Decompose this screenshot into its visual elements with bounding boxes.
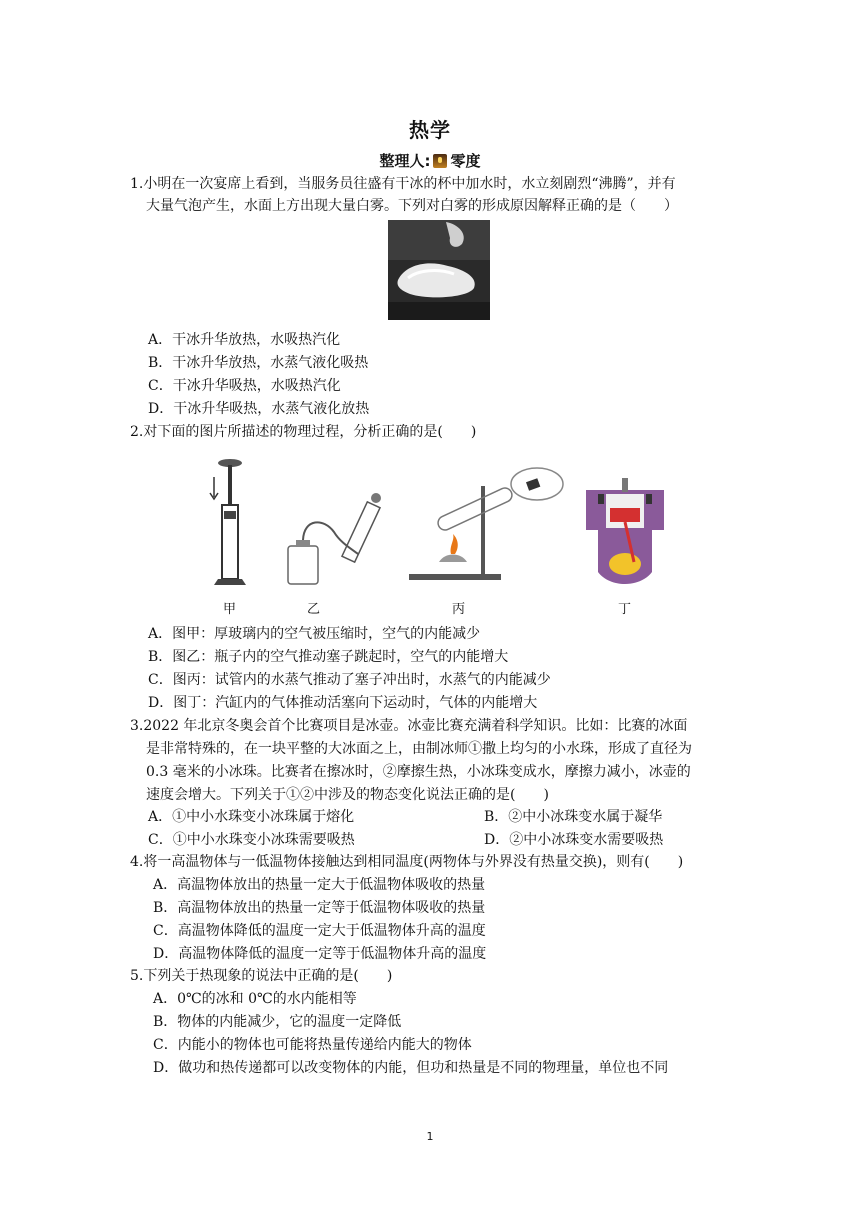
figure-label-bing: 丙 xyxy=(452,602,466,617)
author-name: 零度 xyxy=(450,152,481,170)
q1-line-2: 大量气泡产生，水面上方出现大量白雾。下列对白雾的形成原因解释正确的是（ ） xyxy=(146,198,678,214)
figure-ding-engine-cylinder xyxy=(580,472,670,590)
figure-yi-bottle-pump xyxy=(284,488,394,586)
q3-option-d: D．②中小冰珠变水需要吸热 xyxy=(484,832,664,848)
q5-option-c: C．内能小的物体也可能将热量传递给内能大的物体 xyxy=(153,1037,472,1053)
q5-line-1: 5.下列关于热现象的说法中正确的是( ) xyxy=(130,968,393,984)
dry-ice-photo xyxy=(388,220,490,320)
figure-label-jia: 甲 xyxy=(223,602,237,617)
q1-line-1: 1.小明在一次宴席上看到，当服务员往盛有干冰的杯中加水时，水立刻剧烈“沸腾”，并有 xyxy=(130,176,676,192)
figure-jia-fire-syringe xyxy=(200,455,260,590)
q5-option-a: A．0℃的冰和 0℃的水内能相等 xyxy=(153,991,357,1007)
author-line xyxy=(0,150,860,171)
q3-line-2: 是非常特殊的，在一块平整的大冰面之上，由制冰师①撒上均匀的小水珠，形成了直径为 xyxy=(146,741,692,757)
q2-line-1: 2.对下面的图片所描述的物理过程，分析正确的是( ) xyxy=(130,424,477,440)
q4-option-d: D．高温物体降低的温度一定等于低温物体升高的温度 xyxy=(153,946,487,962)
q3-line-4: 速度会增大。下列关于①②中涉及的物态变化说法正确的是( ) xyxy=(146,787,549,803)
q4-option-c: C．高温物体降低的温度一定大于低温物体升高的温度 xyxy=(153,923,486,939)
q3-line-3: 0.3 毫米的小冰珠。比赛者在擦冰时，②摩擦生热，小冰珠变成水，摩擦力减小，冰壶的 xyxy=(146,764,691,780)
q4-option-b: B．高温物体放出的热量一定等于低温物体吸收的热量 xyxy=(153,900,486,916)
figure-label-ding: 丁 xyxy=(618,602,632,617)
q2-option-a: A．图甲：厚玻璃内的空气被压缩时，空气的内能减少 xyxy=(148,626,481,642)
q3-option-c: C．①中小水珠变小冰珠需要吸热 xyxy=(148,832,355,848)
page-title: 热学 xyxy=(409,118,451,142)
q5-option-b: B．物体的内能减少，它的温度一定降低 xyxy=(153,1014,402,1030)
q2-option-c: C．图丙：试管内的水蒸气推动了塞子冲出时，水蒸气的内能减少 xyxy=(148,672,551,688)
q4-line-1: 4.将一高温物体与一低温物体接触达到相同温度(两物体与外界没有热量交换)，则有( ) xyxy=(130,854,684,870)
figure-bing-test-tube-stand xyxy=(405,466,565,586)
q5-option-d: D．做功和热传递都可以改变物体的内能，但功和热量是不同的物理量，单位也不同 xyxy=(153,1060,669,1076)
page-number: 1 xyxy=(426,1130,434,1143)
q3-option-a: A．①中小水珠变小冰珠属于熔化 xyxy=(148,809,355,825)
author-logo-icon xyxy=(433,154,447,168)
q1-option-d: D．干冰升华吸热，水蒸气液化放热 xyxy=(148,401,370,417)
q3-line-1: 3.2022 年北京冬奥会首个比赛项目是冰壶。冰壶比赛充满着科学知识。比如：比赛的冰面 xyxy=(130,718,688,734)
q1-option-a: A．干冰升华放热，水吸热汽化 xyxy=(148,332,341,348)
author-prefix: 整理人: xyxy=(379,152,431,170)
q1-option-b: B．干冰升华放热，水蒸气液化吸热 xyxy=(148,355,369,371)
figure-label-yi: 乙 xyxy=(307,602,321,617)
q3-option-b: B．②中小冰珠变水属于凝华 xyxy=(484,809,663,825)
q1-option-c: C．干冰升华吸热，水吸热汽化 xyxy=(148,378,341,394)
q2-option-b: B．图乙：瓶子内的空气推动塞子跳起时，空气的内能增大 xyxy=(148,649,509,665)
q4-option-a: A．高温物体放出的热量一定大于低温物体吸收的热量 xyxy=(153,877,486,893)
q2-option-d: D．图丁：汽缸内的气体推动活塞向下运动时，气体的内能增大 xyxy=(148,695,538,711)
